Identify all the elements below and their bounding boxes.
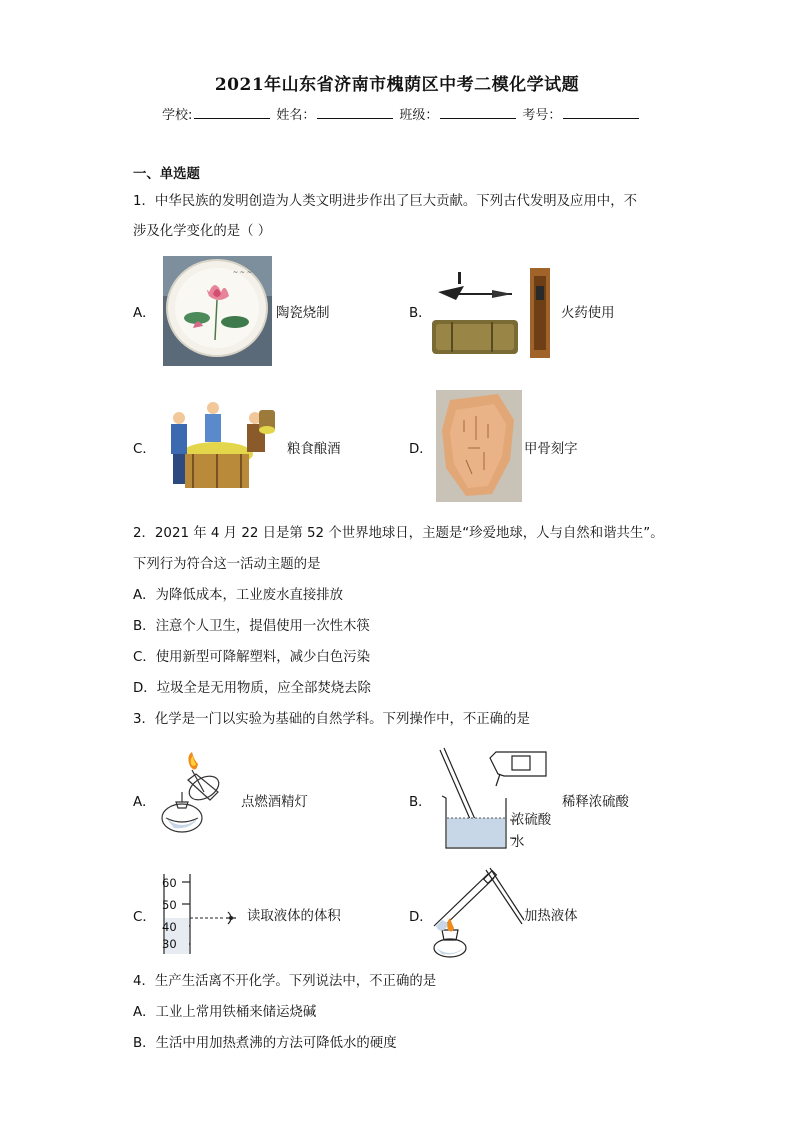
q1-option-b-label: B． bbox=[409, 306, 432, 321]
cylinder-tick-30: 30 bbox=[162, 937, 177, 951]
q1-option-a-label: A． bbox=[133, 306, 156, 321]
q2-option-c: C．使用新型可降解塑料，减少白色污染 bbox=[133, 650, 370, 665]
alcohol-lamp-lighting-image bbox=[160, 752, 240, 842]
cylinder-tick-60: 60 bbox=[162, 876, 177, 890]
name-blank[interactable] bbox=[317, 105, 393, 119]
q2-option-d: D．垃圾全是无用物质，应全部焚烧去除 bbox=[133, 681, 371, 696]
exam-number-blank[interactable] bbox=[563, 105, 639, 119]
q2-stem-line2: 下列行为符合这一活动主题的是 bbox=[133, 557, 321, 572]
school-label: 学校: bbox=[162, 108, 193, 123]
q4-stem: 4．生产生活离不开化学。下列说法中，不正确的是 bbox=[133, 974, 437, 989]
q1-option-a-caption: 陶瓷烧制 bbox=[276, 306, 330, 321]
name-label: 姓名： bbox=[276, 108, 316, 123]
section-heading: 一、单选题 bbox=[133, 167, 200, 182]
q4-option-b: B．生活中用加热煮沸的方法可降低水的硬度 bbox=[133, 1036, 397, 1051]
q1-stem-line1: 1．中华民族的发明创造为人类文明进步作出了巨大贡献。下列古代发明及应用中，不 bbox=[133, 194, 637, 209]
oracle-bone-image bbox=[436, 390, 522, 502]
q1-option-d-label: D． bbox=[409, 442, 433, 457]
q1-option-d-caption: 甲骨刻字 bbox=[524, 442, 578, 457]
q1-stem-line2: 涉及化学变化的是（ ） bbox=[133, 224, 272, 239]
dilute-sulfuric-acid-image bbox=[436, 746, 566, 852]
q3-option-c-caption: 读取液体的体积 bbox=[247, 909, 341, 924]
q4-option-a: A．工业上常用铁桶来储运烧碱 bbox=[133, 1005, 317, 1020]
q3-option-b-caption: 稀释浓硫酸 bbox=[562, 795, 629, 810]
brewing-wine-image bbox=[163, 396, 281, 502]
q3-option-b-label-acid: 浓硫酸 bbox=[511, 813, 552, 828]
svg-text:~ ~ ~: ~ ~ ~ bbox=[233, 269, 252, 276]
q3-option-c-label: C． bbox=[133, 910, 156, 925]
class-blank[interactable] bbox=[440, 105, 516, 119]
q3-option-a-caption: 点燃酒精灯 bbox=[241, 795, 308, 810]
q2-option-a: A．为降低成本，工业废水直接排放 bbox=[133, 588, 344, 603]
q1-option-c-label: C． bbox=[133, 442, 156, 457]
page-title: 2021年山东省济南市槐荫区中考二模化学试题 bbox=[214, 75, 580, 95]
q3-stem: 3．化学是一门以实验为基础的自然学科。下列操作中，不正确的是 bbox=[133, 712, 530, 727]
q2-option-b: B．注意个人卫生，提倡使用一次性木筷 bbox=[133, 619, 370, 634]
q3-option-b-label: B． bbox=[409, 795, 432, 810]
q3-option-a-label: A． bbox=[133, 795, 156, 810]
q3-option-d-caption: 加热液体 bbox=[524, 909, 578, 924]
cylinder-tick-40: 40 bbox=[162, 920, 177, 934]
cylinder-tick-50: 50 bbox=[162, 898, 177, 912]
exam-number-label: 考号： bbox=[522, 108, 562, 123]
school-blank[interactable] bbox=[194, 105, 270, 119]
porcelain-plate-image bbox=[163, 256, 272, 366]
q2-stem-line1: 2．2021 年 4 月 22 日是第 52 个世界地球日，主题是“珍爱地球，人与自然和谐共生”。 bbox=[133, 526, 664, 541]
q3-option-b-label-water: 水 bbox=[511, 835, 525, 850]
q3-option-d-label: D． bbox=[409, 910, 433, 925]
heating-liquid-image bbox=[428, 866, 524, 960]
q1-option-c-caption: 粮食酿酒 bbox=[287, 442, 341, 457]
q1-option-b-caption: 火药使用 bbox=[561, 306, 615, 321]
class-label: 班级： bbox=[399, 108, 439, 123]
gunpowder-weapons-image bbox=[432, 266, 557, 362]
student-info-line bbox=[162, 104, 645, 123]
